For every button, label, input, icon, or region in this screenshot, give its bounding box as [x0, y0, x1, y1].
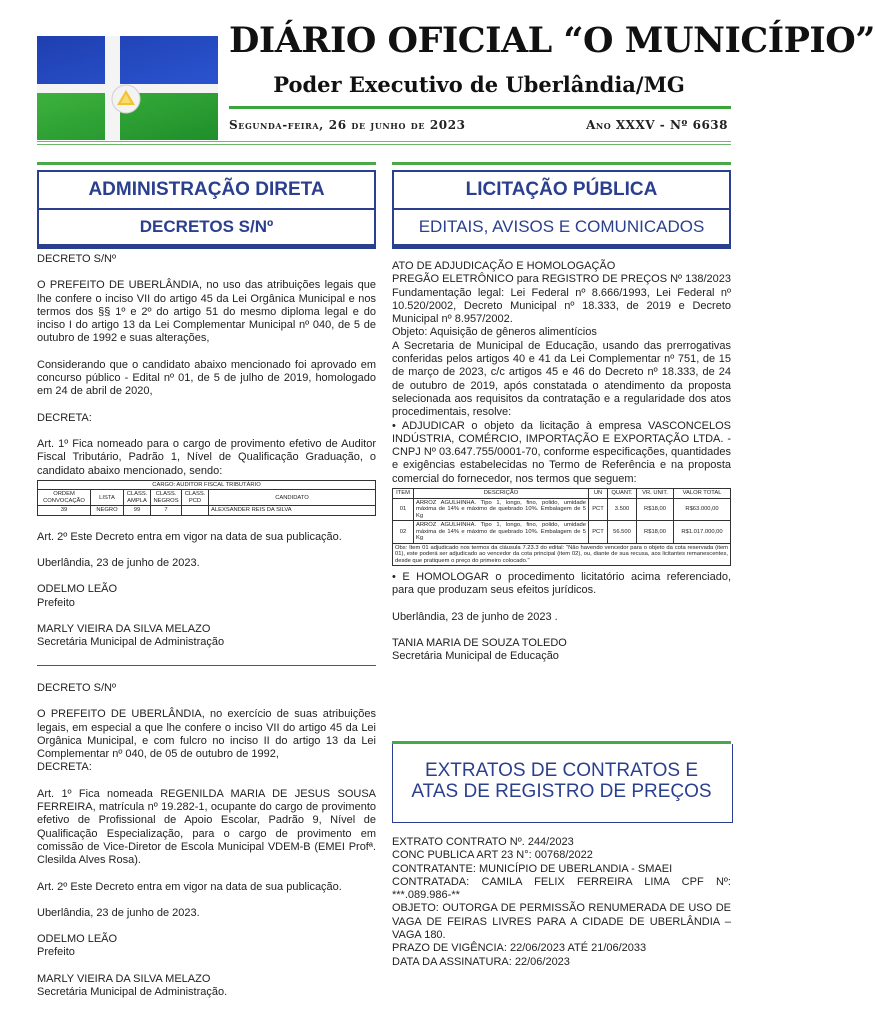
ato-paragraph: Fundamentação legal: Lei Federal nº 8.666/1993, Lei Federal nº 10.520/2002, Decreto Municipal nº 18.333, de 2019 e Decreto Municipal nº 8.957/2002. — [392, 286, 731, 326]
table-header: QUANT. — [608, 489, 637, 499]
section-bar — [392, 162, 731, 165]
table-header: VALOR TOTAL — [674, 489, 731, 499]
table-caption: CARGO: AUDITOR FISCAL TRIBUTÁRIO — [38, 480, 376, 490]
signatory-name: ODELMO LEÃO — [37, 933, 118, 946]
table-cell: R$63.000,00 — [674, 498, 731, 521]
decree-paragraph: Art. 1º Fica nomeado para o cargo de provimento efetivo de Auditor Fiscal Tributário, Padrão 1, Nível de Qualificação Graduação, o candidato abaixo mencionado, sendo: — [37, 437, 376, 477]
section-header-licitacao — [392, 170, 731, 246]
extratos-title-line: ATAS DE REGISTRO DE PREÇOS — [411, 781, 712, 802]
table-cell: NEGRO — [91, 506, 124, 516]
table-cell: PCT — [589, 498, 608, 521]
extratos-title-line: EXTRATOS DE CONTRATOS E — [424, 760, 699, 781]
table-header: CLASS. NEGROS — [151, 490, 182, 506]
header-divider — [37, 141, 731, 142]
table-header: DESCRIÇÃO — [414, 489, 589, 499]
decree-1 — [37, 253, 376, 650]
issue-edition: Ano XXXV - Nº 6638 — [586, 118, 728, 132]
table-header: CANDIDATO — [209, 490, 376, 506]
table-row — [38, 506, 376, 516]
extrato-line: DATA DA ASSINATURA: 22/06/2023 — [392, 955, 570, 968]
table-header: ITEM — [393, 489, 414, 499]
table-cell: R$1.017.000,00 — [674, 521, 731, 544]
signatory-name: MARLY VIEIRA DA SILVA MELAZO — [37, 623, 211, 636]
signatory-role: Prefeito — [37, 946, 75, 959]
table-header: LISTA — [91, 490, 124, 506]
extrato-line: EXTRATO CONTRATO Nº. 244/2023 — [392, 836, 574, 848]
candidate-table — [37, 480, 376, 516]
table-header: UN — [589, 489, 608, 499]
section-title: LICITAÇÃO PÚBLICA — [394, 172, 729, 210]
newspaper-subtitle: Poder Executivo de Uberlândia/MG — [273, 72, 685, 97]
table-cell: R$18,00 — [637, 521, 674, 544]
decree-paragraph: Art. 1º Fica nomeada REGENILDA MARIA DE JESUS SOUSA FERREIRA, matrícula nº 19.282-1, ocupante do cargo de provimento efetivo de Profissional de Apoio Escolar, Padrão 9, Nível de Qualificação Especialização, para o cargo de provimento em comissão de Vice-Diretor de Escola Municipal VDEM-B (EMEI Profª. Clesilda Alves Rosa). — [37, 787, 376, 867]
section-title: ADMINISTRAÇÃO DIRETA — [39, 172, 374, 210]
table-row — [393, 521, 731, 544]
extrato-line: CONC PUBLICA ART 23 N°: 00768/2022 — [392, 849, 593, 862]
ato-paragraph: • ADJUDICAR o objeto da licitação à empresa VASCONCELOS INDÚSTRIA, COMÉRCIO, IMPORTAÇÃO E EXPORTAÇÃO LTDA. - CNPJ Nº 03.647.755/0001-70, conforme especificações, quantidades e exigências estabelecidas no Termo de Referência e na proposta comercial do fornecedor, nos termos que seguem: — [392, 419, 731, 485]
ato-paragraph: • E HOMOLOGAR o procedimento licitatório acima referenciado, para que produzam seus efeitos jurídicos. — [392, 571, 731, 597]
signatory-name: ODELMO LEÃO — [37, 583, 118, 596]
header-rule — [229, 106, 731, 109]
decree-paragraph: DECRETA: — [37, 761, 92, 774]
section-bar — [37, 162, 376, 165]
section-header-administracao — [37, 170, 376, 246]
table-cell: 01 — [393, 498, 414, 521]
table-cell: 39 — [38, 506, 91, 516]
ato-paragraph: PREGÃO ELETRÔNICO para REGISTRO DE PREÇOS Nº 138/2023 — [392, 273, 732, 286]
section-bar — [392, 246, 731, 249]
table-cell — [182, 506, 209, 516]
extrato-line: PRAZO DE VIGÊNCIA: 22/06/2023 ATÉ 21/06/2033 — [392, 942, 647, 955]
table-cell: ARROZ AGULHINHA. Tipo 1, longo, fino, polido, umidade máxima de 14% e máximo de quebrado 10%. Embalagem de 5 Kg — [414, 498, 589, 521]
decree-paragraph: Art. 2º Este Decreto entra em vigor na data de sua publicação. — [37, 880, 342, 893]
uberlandia-flag — [37, 36, 218, 140]
table-cell: 7 — [151, 506, 182, 516]
issue-date: Segunda-feira, 26 de junho de 2023 — [229, 118, 466, 132]
ato-heading: ATO DE ADJUDICAÇÃO E HOMOLOGAÇÃO — [392, 260, 616, 272]
ato-adjudicacao — [392, 260, 731, 664]
ato-date: Uberlândia, 23 de junho de 2023 . — [392, 610, 558, 623]
extrato-line: OBJETO: OUTORGA DE PERMISSÃO RENUMERADA DE USO DE VAGA DE FEIRAS LIVRES PARA A CIDADE DE UBERLÂNDIA – VAGA 180. — [392, 902, 731, 942]
signatory-name: TANIA MARIA DE SOUZA TOLEDO — [392, 636, 567, 649]
article-divider — [37, 665, 376, 666]
decree-date: Uberlândia, 23 de junho de 2023. — [37, 557, 200, 570]
table-header: CLASS. AMPLA — [124, 490, 151, 506]
decree-paragraph: DECRETA: — [37, 411, 92, 424]
decree-2 — [37, 682, 376, 999]
table-cell: ALEXSANDER REIS DA SILVA — [209, 506, 376, 516]
table-cell: 3.500 — [608, 498, 637, 521]
table-header: CLASS. PCD — [182, 490, 209, 506]
decree-paragraph: O PREFEITO DE UBERLÂNDIA, no exercício de suas atribuições legais, em especial a que lhe confere o inciso VII do artigo 45 da Lei Orgânica Municipal, e com fulcro no inciso II do artigo 13 da Lei Complementar nº 040, de 05 de outubro de 1992, — [37, 708, 376, 761]
table-cell: 99 — [124, 506, 151, 516]
table-header: ORDEM CONVOCAÇÃO — [38, 490, 91, 506]
extrato-line: CONTRATANTE: MUNICÍPIO DE UBERLANDIA - SMAEI — [392, 862, 673, 875]
ato-paragraph: Objeto: Aquisição de gêneros alimentícios — [392, 326, 597, 339]
signatory-role: Prefeito — [37, 596, 75, 609]
decree-date: Uberlândia, 23 de junho de 2023. — [37, 906, 200, 919]
newspaper-title: DIÁRIO OFICIAL “O MUNICÍPIO” — [229, 20, 875, 61]
items-table — [392, 488, 731, 566]
decree-heading: DECRETO S/Nº — [37, 682, 116, 694]
decree-paragraph: Art. 2º Este Decreto entra em vigor na data de sua publicação. — [37, 530, 342, 543]
extrato-contrato — [392, 836, 731, 969]
table-cell: 56.500 — [608, 521, 637, 544]
table-row — [393, 498, 731, 521]
table-cell: ARROZ AGULHINHA. Tipo 1, longo, fino, polido, umidade máxima de 14% e máximo de quebrado 10%. Embalagem de 5 Kg — [414, 521, 589, 544]
signatory-role: Secretária Municipal de Administração. — [37, 986, 228, 999]
table-cell: 02 — [393, 521, 414, 544]
header-divider-green — [37, 144, 731, 145]
table-cell: PCT — [589, 521, 608, 544]
extrato-line: CONTRATADA: CAMILA FELIX FERREIRA LIMA CPF Nº: ***.089.986-** — [392, 875, 731, 902]
ato-paragraph: A Secretaria de Municipal de Educação, usando das prerrogativas conferidas pelos artigos 40 e 41 da Lei Complementar nº 751, de 15 de março de 2023, c/c artigos 45 e 46 do Decreto nº 18.333, de 24 de outubro de 2019, após constatada o atendimento da proposta selecionada aos requisitos da contratação e a regularidade dos atos procedimentais, resolve: — [392, 339, 731, 419]
signatory-name: MARLY VIEIRA DA SILVA MELAZO — [37, 972, 211, 985]
section-bar — [37, 246, 376, 249]
table-cell: R$18,00 — [637, 498, 674, 521]
decree-paragraph: O PREFEITO DE UBERLÂNDIA, no uso das atribuições legais que lhe confere o inciso VII do artigo 45 da Lei Orgânica Municipal e nos termos dos §§ 1º e 2º do artigo 51 do mesmo diploma legal e do inciso I do artigo 13 da Lei Complementar Municipal nº 040, de 5 de outubro de 1992 e suas alterações, — [37, 279, 376, 345]
signatory-role: Secretária Municipal de Administração — [37, 636, 225, 649]
table-header: VR. UNIT. — [637, 489, 674, 499]
table-note: Obs: Item 01 adjudicado nos termos da cláusula 7.23.3 do edital: "Não havendo vencedor para o objeto da cota reservada (item 01), este poderá ser adjudicado ao vencedor da cota principal (item 02), ou, diante de sua recusa, aos licitantes remanescentes, desde que pratiquem o preço do primeiro colocado." — [393, 543, 731, 566]
decree-heading: DECRETO S/Nº — [37, 253, 116, 265]
signatory-role: Secretária Municipal de Educação — [392, 650, 559, 663]
decree-paragraph: Considerando que o candidato abaixo mencionado foi aprovado em concurso público - Edital nº 01, de 5 de julho de 2019, homologado em 24 de abril de 2020, — [37, 358, 376, 398]
extratos-title — [392, 760, 731, 802]
section-subtitle: DECRETOS S/Nº — [139, 217, 274, 236]
section-subtitle: EDITAIS, AVISOS E COMUNICADOS — [418, 217, 705, 236]
